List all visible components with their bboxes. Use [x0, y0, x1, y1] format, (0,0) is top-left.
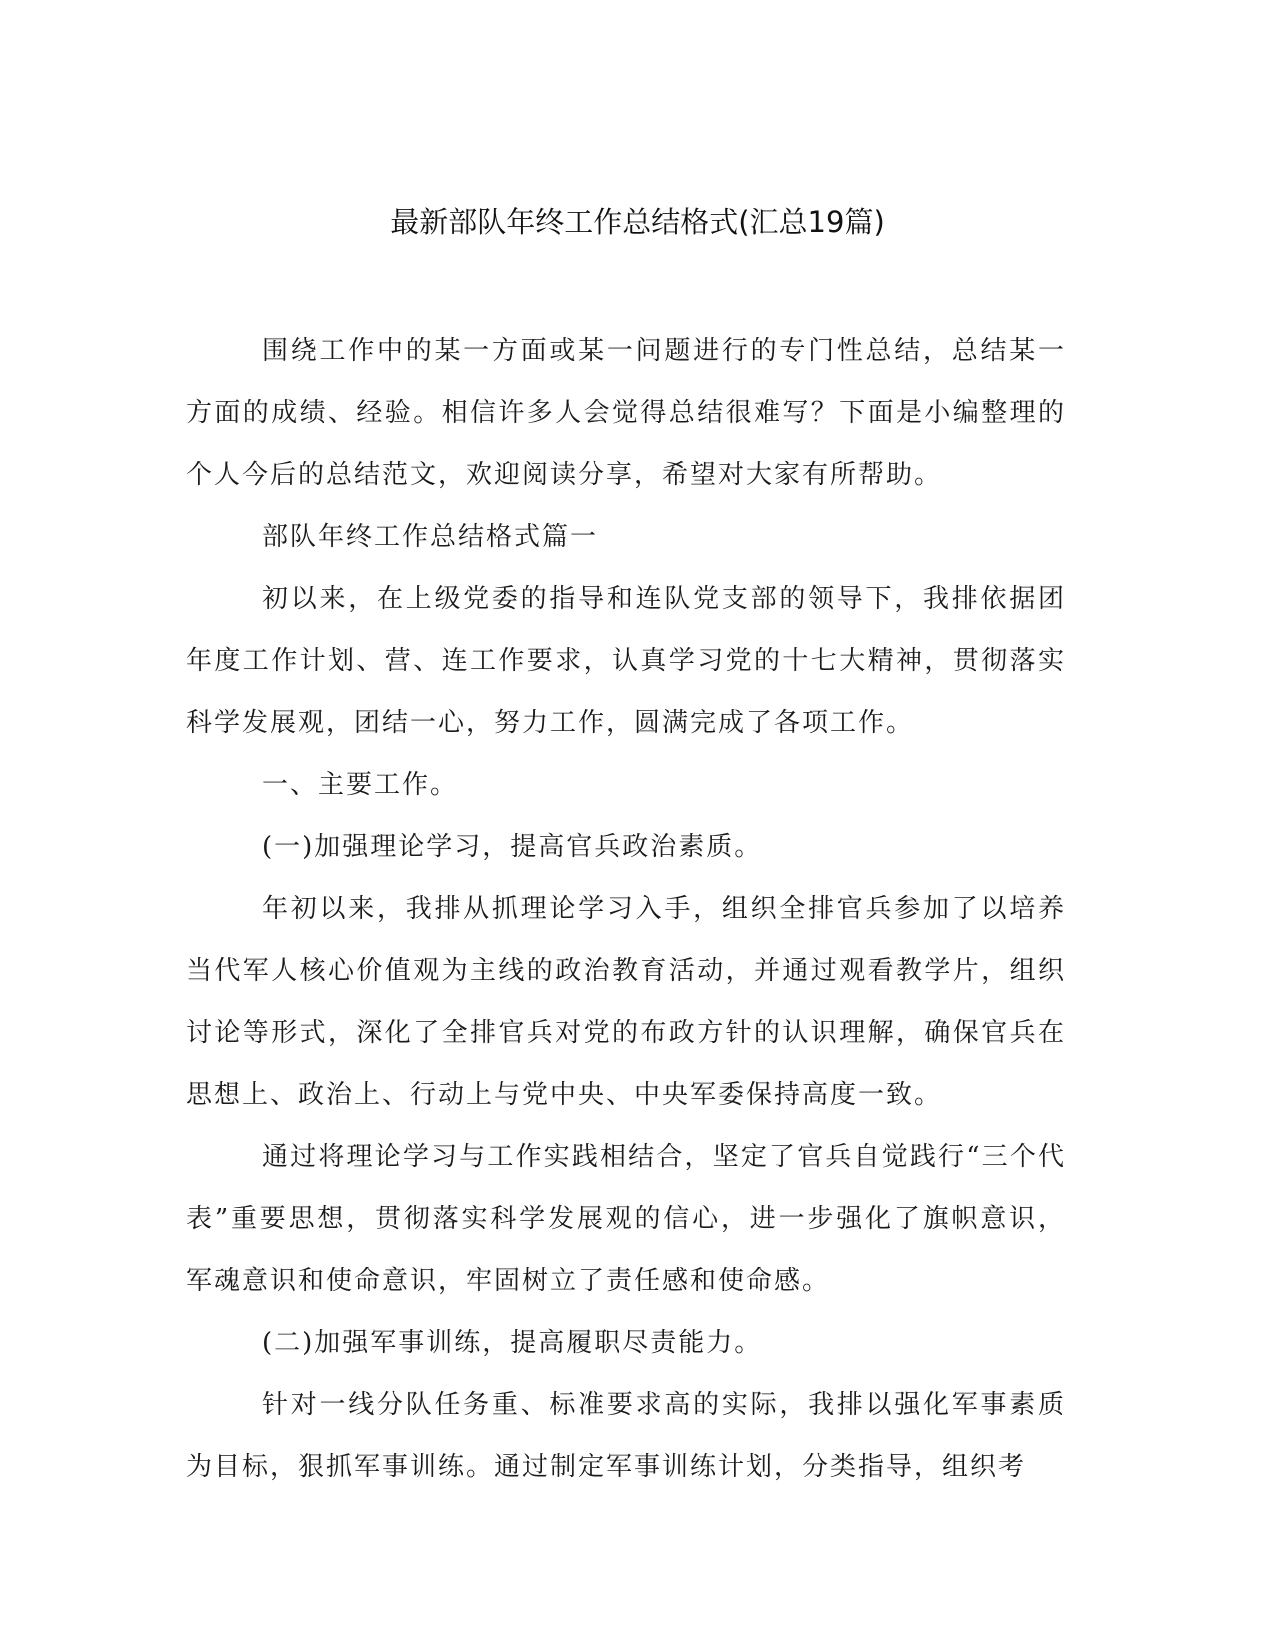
- paragraph-theory-study: 年初以来，我排从抓理论学习入手，组织全排官兵参加了以培养当代军人核心价值观为主线的政治教育活动，并通过观看教学片，组织讨论等形式，深化了全排官兵对党的布政方针的认识理解，确保官兵在思想上、政治上、行动上与党中央、中央军委保持高度一致。: [186, 894, 1066, 1110]
- subheading-military-training: (二)加强军事训练，提高履职尽责能力。: [262, 1328, 763, 1358]
- subheading-theory-study: (一)加强理论学习，提高官兵政治素质。: [262, 832, 763, 862]
- document-body: [186, 320, 1066, 1498]
- paragraph-opening: 初以来，在上级党委的指导和连队党支部的领导下，我排依据团年度工作计划、营、连工作要求，认真学习党的十七大精神，贯彻落实科学发展观，团结一心，努力工作，圆满完成了各项工作。: [186, 584, 1066, 738]
- document-title: 最新部队年终工作总结格式(汇总19篇): [390, 205, 885, 239]
- paragraph-practice: 通过将理论学习与工作实践相结合，坚定了官兵自觉践行“三个代表”重要思想，贯彻落实科学发展观的信心，进一步强化了旗帜意识，军魂意识和使命意识，牢固树立了责任感和使命感。: [186, 1142, 1066, 1296]
- section-heading: 部队年终工作总结格式篇一: [262, 522, 599, 552]
- paragraph-intro: 围绕工作中的某一方面或某一问题进行的专门性总结，总结某一方面的成绩、经验。相信许多人会觉得总结很难写？下面是小编整理的个人今后的总结范文，欢迎阅读分享，希望对大家有所帮助。: [186, 336, 1066, 490]
- paragraph-military-training: 针对一线分队任务重、标准要求高的实际，我排以强化军事素质为目标，狠抓军事训练。通过制定军事训练计划，分类指导，组织考: [186, 1390, 1066, 1482]
- subheading-main-work: 一、主要工作。: [262, 770, 459, 800]
